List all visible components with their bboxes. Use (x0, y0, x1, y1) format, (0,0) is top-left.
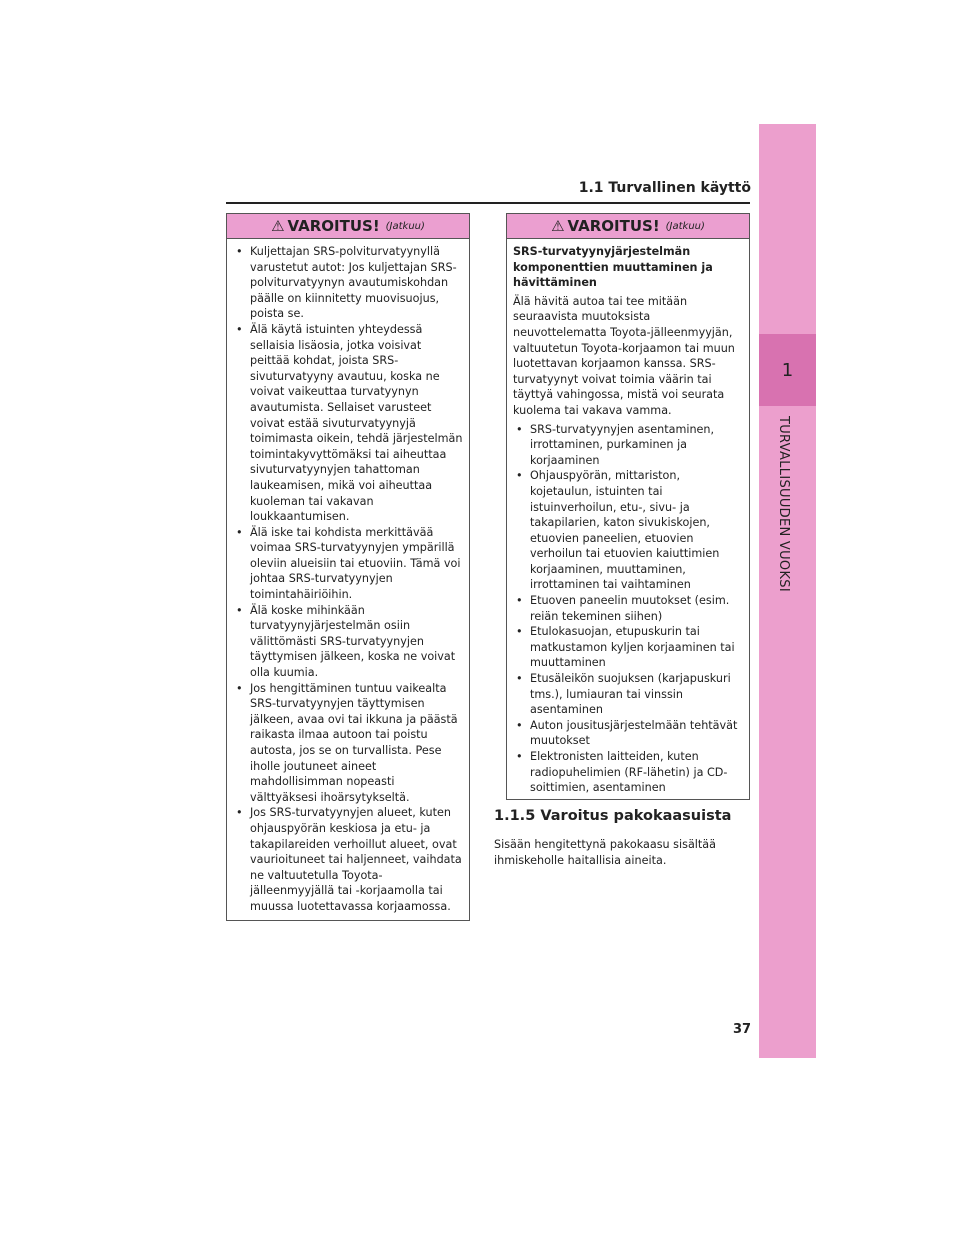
page-number: 37 (733, 1022, 752, 1037)
warning-list-item: • Jos hengittäminen tuntuu vaikealta SRS-turvatyynyjen täyttymisen jälkeen, avaa ovi tai ikkuna ja päästä raikasta ilmaa autoon tai poistu autosta, jos se on turvallista. Pese iholle joutuneet aineet mahdollisimman nopeasti välttyäksesi ihoärsytykseltä. (233, 681, 463, 806)
warning-box-right (506, 213, 750, 800)
warning-body (507, 239, 749, 796)
header-rule (226, 202, 750, 204)
warning-list-item: • SRS-turvatyynyjen asentaminen, irrottaminen, purkaminen ja korjaaminen (513, 422, 743, 469)
warning-header (227, 214, 469, 239)
warning-list (513, 422, 743, 796)
warning-box-left (226, 213, 470, 921)
warning-continued: (Jatkuu) (665, 220, 705, 232)
warning-heading: VAROITUS! (287, 217, 380, 235)
warning-list-item: • Älä koske mihinkään turvatyynyjärjestelmän osiin välittömästi SRS-turvatyynyjen täyttymisen jälkeen, koska ne voivat olla kuumia. (233, 603, 463, 681)
warning-list (233, 244, 463, 915)
chapter-label: TURVALLISUUDEN VUOKSI (776, 416, 791, 592)
warning-list-item: • Etuoven paneelin muutokset (esim. reiän tekeminen siihen) (513, 593, 743, 624)
running-header: 1.1 Turvallinen käyttö (578, 180, 751, 196)
chapter-number: 1 (759, 334, 816, 406)
warning-header (507, 214, 749, 239)
chapter-side-tab (759, 124, 816, 1058)
warning-list-item: • Elektronisten laitteiden, kuten radiopuhelimien (RF-lähetin) ja CD-soittimien, asentaminen (513, 749, 743, 796)
warning-body (227, 239, 469, 915)
warning-list-item: • Kuljettajan SRS-polviturvatyynyllä varustetut autot: Jos kuljettajan SRS-polviturvatyynyn avautumiskohdan päälle on kiinnitetty muovisuojus, poista se. (233, 244, 463, 322)
warning-list-item: • Ohjauspyörän, mittariston, kojetaulun, istuinten tai istuinverhoilun, etu-, sivu- ja takapilarien, katon sivukiskojen, etuovien paneelien, etuovien verhoilun tai etuovien kaiuttimien korjaaminen, muuttaminen, irrottaminen tai vaihtaminen (513, 468, 743, 593)
warning-triangle-icon: ⚠ (271, 217, 285, 235)
warning-list-item: • Etusäleikön suojuksen (karjapuskuri tms.), lumiauran tai vinssin asentaminen (513, 671, 743, 718)
warning-continued: (Jatkuu) (385, 220, 425, 232)
warning-list-item: • Etulokasuojan, etupuskurin tai matkustamon kyljen korjaaminen tai muuttaminen (513, 624, 743, 671)
warning-paragraph: Älä hävitä autoa tai tee mitään seuraavista muutoksista neuvottelematta Toyota-jälleenmyyjän, valtuutetun Toyota-korjaamon tai muun luotettavan korjaamon kanssa. SRS-turvatyynyt voivat toimia väärin tai täyttyä vahingossa, mistä voi seurata kuolema tai vakava vamma. (513, 294, 735, 417)
warning-list-item: • Jos SRS-turvatyynyjen alueet, kuten ohjauspyörän keskiosa ja etu- ja takapilareiden verhoillut alueet, ovat vaurioituneet tai haljenneet, vaihdata ne valtuutetulla Toyota-jälleenmyyjällä tai -korjaamolla tai muussa luotettavassa korjaamossa. (233, 805, 463, 914)
warning-heading: VAROITUS! (567, 217, 660, 235)
warning-list-item: • Auton jousitusjärjestelmään tehtävät muutokset (513, 718, 743, 749)
warning-list-item: • Älä iske tai kohdista merkittävää voimaa SRS-turvatyynyjen ympärillä oleviin alueisiin tai etuoviin. Tämä voi johtaa SRS-turvatyynyjen toimintahäiriöihin. (233, 525, 463, 603)
section-text: Sisään hengitettynä pakokaasu sisältää ihmiskeholle haitallisia aineita. (494, 838, 717, 867)
warning-list-item: • Älä käytä istuinten yhteydessä sellaisia lisäosia, jotka voisivat peittää kohdat, joista SRS-sivuturvatyyny avautuu, koska ne voivat vaikeuttaa turvatyynyn avautumista. Sellaiset varusteet voivat estää sivuturvatyynyjä toimimasta oikein, tehdä järjestelmän toimintakyvyttömäksi tai aiheuttaa sivuturvatyynyjen tahattoman laukeamisen, mikä voi aiheuttaa kuoleman tai vakavan loukkaantumisen. (233, 322, 463, 525)
warning-triangle-icon: ⚠ (551, 217, 565, 235)
warning-subheading: SRS-turvatyynyjärjestelmän komponenttien muuttaminen ja hävittäminen (513, 245, 713, 290)
section-title: 1.1.5 Varoitus pakokaasuista (494, 808, 732, 824)
